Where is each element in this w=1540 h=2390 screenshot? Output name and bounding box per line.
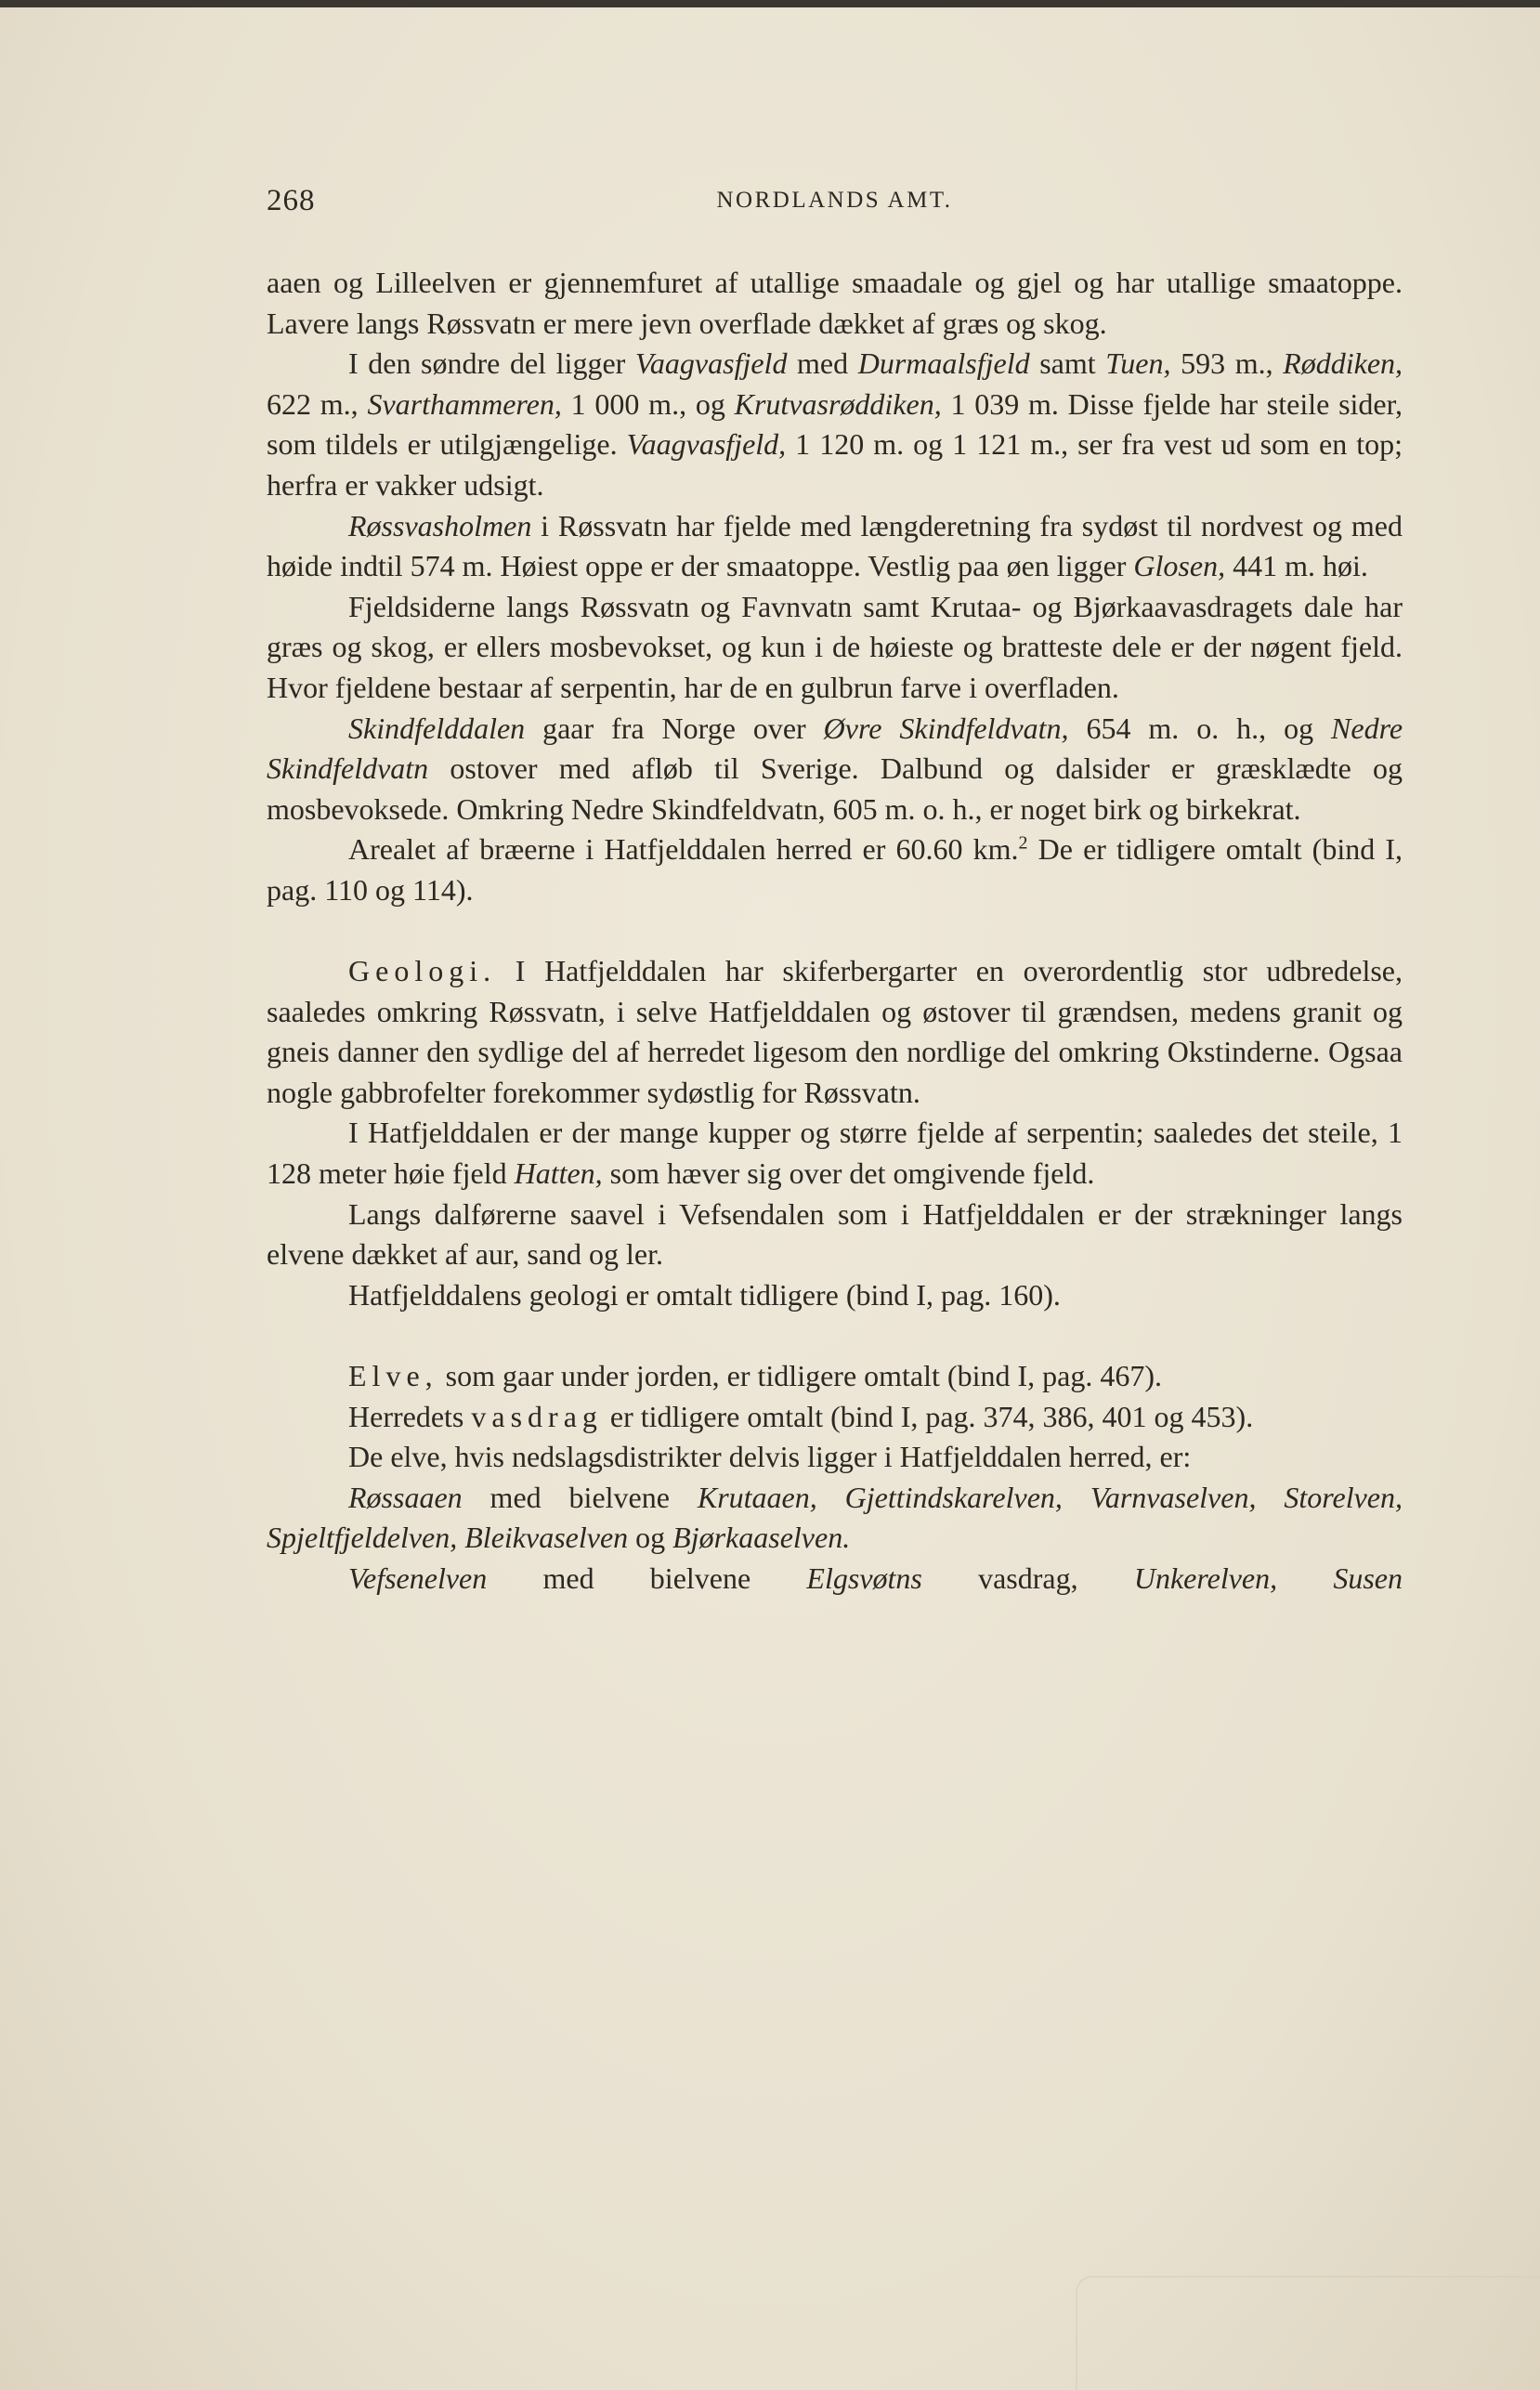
italic-name: Røssaaen: [348, 1480, 463, 1514]
paragraph: [267, 1478, 1403, 1559]
italic-name: Krutvasrøddiken,: [734, 386, 942, 421]
text-run: med bielvene: [462, 1480, 698, 1514]
text-run: I Hatfjelddalen er der mange kupper og større fjelde af serpentin; saaledes det steile, 1 128 meter høie fjeld: [267, 1116, 1403, 1191]
text-run: Arealet af bræerne i Hatfjelddalen herred er 60.60 km.: [348, 832, 1019, 867]
text-run: med: [787, 346, 858, 381]
spaced-heading: Geologi.: [348, 954, 497, 988]
italic-name: Nedre Skindfeldvatn: [267, 711, 1403, 786]
italic-name: Røddiken,: [1283, 346, 1403, 381]
text-run: 1 000 m., og: [561, 386, 735, 421]
text-run: som gaar under jorden, er tidligere omtalt (bind I, pag. 467).: [437, 1359, 1162, 1393]
text-run: Hatfjelddalens geologi er omtalt tidligere (bind I, pag. 160).: [348, 1277, 1061, 1312]
text-run: vasdrag,: [921, 1561, 1134, 1595]
text-run: 1 039 m. Disse fjelde har steile sider, som tildels er utilgjængelige.: [267, 386, 1403, 462]
paragraph: [267, 1437, 1403, 1478]
italic-name: Krutaaen, Gjettindskarelven, Varnvaselven, Storelven, Spjeltfjeldelven, Bleikvaselven: [267, 1480, 1403, 1555]
text-run: i Røssvatn har fjelde med længderetning fra sydøst til nordvest og med høide indtil 574 m. Høiest oppe er der smaatoppe. Vestlig paa øen ligger: [267, 508, 1403, 583]
italic-name: Glosen,: [1133, 549, 1226, 583]
italic-name: Svarthammeren,: [367, 386, 562, 421]
paragraph: [267, 587, 1403, 709]
italic-name: Røssvasholmen: [348, 508, 532, 542]
spaced-heading: Elve,: [348, 1359, 438, 1393]
text-run: De er tidligere omtalt (bind I, pag. 110 og 114).: [267, 832, 1403, 907]
text-run: ostover med afløb til Sverige. Dalbund og dalsider er græsklædte og mosbevoksede. Omkring Nedre Skindfeldvatn, 605 m. o. h., er noget birk og birkekrat.: [267, 751, 1403, 826]
spaced-heading: vasdrag: [471, 1399, 603, 1433]
text-run: med bielvene: [487, 1561, 807, 1595]
text-run: 622 m.,: [267, 386, 368, 421]
text-run: Fjeldsiderne langs Røssvatn og Favnvatn samt Krutaa- og Bjørkaavasdragets dale har græs og skog, er ellers mosbevokset, og kun i de høieste og bratteste dele er der nøgent fjeld. Hvor fjeldene bestaar af serpentin, har de en gulbrun farve i overfladen.: [267, 589, 1403, 704]
page-header: [267, 184, 1403, 221]
italic-name: Tuen,: [1105, 346, 1171, 381]
superscript: 2: [1018, 832, 1028, 854]
page-number: 268: [267, 184, 316, 217]
text-run: er tidligere omtalt (bind I, pag. 374, 386, 401 og 453).: [602, 1399, 1254, 1433]
paragraph: [267, 1113, 1403, 1194]
text-run: som hæver sig over det omgivende fjeld.: [602, 1156, 1095, 1191]
text-run: aaen og Lilleelven er gjennemfuret af utallige smaadale og gjel og har utallige smaatoppe. Lavere langs Røssvatn er mere jevn overflade dækket af græs og skog.: [267, 266, 1403, 340]
text-run: I Hatfjelddalen har skiferbergarter en overordentlig stor udbredelse, saaledes omkring Røssvatn, i selve Hatfjelddalen og østover til grændsen, medens granit og gneis danner den sydlige del af herredet ligesom den nordlige del omkring Okstinderne. Ogsaa nogle gabbrofelter forekommer sydøstlig for Røssvatn.: [267, 954, 1403, 1109]
text-run: De elve, hvis nedslagsdistrikter delvis ligger i Hatfjelddalen herred, er:: [348, 1440, 1192, 1474]
paragraph: [267, 951, 1403, 1113]
paragraph: [267, 344, 1403, 505]
text-run: og: [628, 1521, 673, 1555]
text-run: 593 m.,: [1170, 346, 1284, 381]
scan-corner-mark: [1076, 2276, 1540, 2390]
paragraph: [267, 1356, 1403, 1397]
italic-name: Vaagvasfjeld,: [626, 427, 787, 462]
paragraph: [267, 1397, 1403, 1438]
italic-name: Elgsvøtns: [806, 1561, 922, 1595]
text-run: Herredets: [348, 1399, 472, 1433]
text-run: 654 m. o. h., og: [1068, 711, 1332, 745]
paragraph: [267, 1559, 1403, 1600]
paragraph: [267, 506, 1403, 587]
italic-name: Durmaalsfjeld: [857, 346, 1030, 381]
italic-name: Skindfelddalen: [348, 711, 526, 745]
italic-name: Øvre Skindfeldvatn,: [823, 711, 1069, 745]
text-run: Langs dalførerne saavel i Vefsendalen som i Hatfjelddalen er der strækninger langs elvene dækket af aur, sand og ler.: [267, 1196, 1403, 1272]
text-run: 441 m. høi.: [1225, 549, 1368, 583]
text-run: gaar fra Norge over: [525, 711, 824, 745]
text-run: I den søndre del ligger: [348, 346, 635, 381]
paragraph: [267, 1195, 1403, 1275]
italic-name: Unkerelven, Susen: [1133, 1561, 1403, 1595]
paragraph: [267, 709, 1403, 830]
paragraph: [267, 829, 1403, 910]
running-head: NORDLANDS AMT.: [716, 188, 953, 213]
italic-name: Bjørkaaselven.: [672, 1521, 851, 1555]
italic-name: Hatten,: [514, 1156, 603, 1191]
paragraph: [267, 263, 1403, 344]
italic-name: Vaagvasfjeld: [634, 346, 788, 381]
text-run: samt: [1029, 346, 1106, 381]
paragraph: [267, 1275, 1403, 1316]
scan-top-edge: [0, 0, 1540, 7]
text-run: 1 120 m. og 1 121 m., ser fra vest ud som en top; herfra er vakker udsigt.: [267, 427, 1403, 502]
body-text: [267, 263, 1403, 1600]
italic-name: Vefsenelven: [348, 1561, 488, 1595]
